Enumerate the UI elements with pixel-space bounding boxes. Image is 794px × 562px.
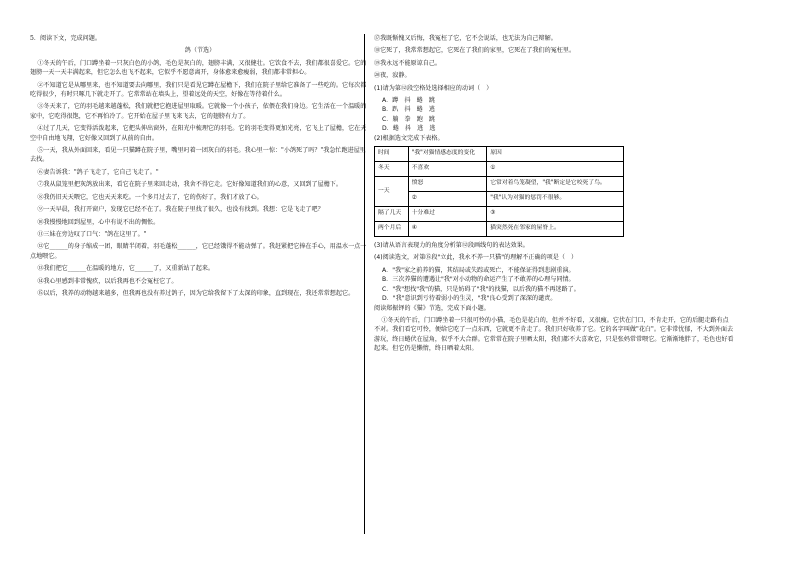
paragraph: ⑦我从鼠笼里把灰鸽放出来，看它在院子里来回走动，我舍不得它走。它好像知道我们的心意，又回到了屋檐下。 <box>37 181 342 189</box>
table-row <box>375 192 624 207</box>
answer-table <box>374 146 624 237</box>
option: D．蜷 抖 逃 逃 <box>382 125 436 133</box>
column-divider <box>364 34 365 534</box>
paragraph: ⑱它死了，我常常想起它，它死在了我们的家里，它死在了我们的冤枉里。 <box>374 47 576 55</box>
table-cell: 隔了几天 <box>375 207 409 222</box>
table-row <box>375 177 624 192</box>
table-row <box>375 162 624 177</box>
table-cell: 十分难过 <box>408 207 487 222</box>
question-3: (3)请从语言表现力的角度分析第⑫段画线句的表达效果。 <box>374 242 529 250</box>
paragraph: ⑬我们把它______在温暖的地方，它______了，又重新站了起来。 <box>37 265 215 273</box>
table-cell: 愤怒 <box>408 177 487 192</box>
paragraph: ③冬天来了，它的羽毛越来越蓬松，我们就把它抱进屋里取暖。它就像一个小孩子，依偎在我们身边。它生活在一个温暖的家中，它吃得很饱，它不再怕冷了。它开始在屋子里飞来飞去，它的翅膀有力了。 <box>30 103 367 120</box>
paragraph: ①冬天的午后，门口蹲坐着一只灰白色的小鸽，毛色是灰白的，翅膀丰满，又很健壮。它饮食不去，我们都很喜爱它。它的翅膀一天一天丰满起来，但它怎么也飞不起来，它似乎不愿意离开，身体愈来愈瘦弱，我们都非常担心。 <box>30 59 367 77</box>
option: C．"我"想找"我"的猫，只是妨碍了"我"的找猫，以后我的猫不再迷路了。 <box>382 285 580 293</box>
table-header-row <box>375 147 624 162</box>
paragraph: ⑲我永远不能原谅自己。 <box>374 59 442 67</box>
option: D．"我"意识到亏待着弱小的生灵，"我"良心受到了深深的谴责。 <box>382 295 557 303</box>
paragraph: ⑳夜，寂静。 <box>374 72 411 80</box>
paragraph: ⑰我既惭愧又后悔，我冤枉了它，它不会说话，也无法为自己辩解。 <box>374 35 557 42</box>
table-header: "我"对猫情感态度的变化 <box>408 147 487 162</box>
paragraph: ⑫它______的身子缩成一团，眼睛半闭着，羽毛蓬松______，它已经饿得不能动弹了。我赶紧把它捧在手心，用温水一点一点地喂它。 <box>30 243 367 260</box>
option: B．三次养猫的遭遇让"我"对小动物的命运产生了不敢养的心理与同情。 <box>382 276 575 284</box>
paragraph: ⑪三妹在旁边叹了口气："鸽在这里了。" <box>37 230 147 238</box>
question-2: (2)根据选文完成下表格。 <box>374 134 444 142</box>
paragraph: ⑥妻告诉我："鸽子飞走了，它自己飞走了。" <box>37 168 159 176</box>
paragraph: ⑩我慢慢地回到屋里，心中有说不出的惆怅。 <box>37 218 160 226</box>
option: A．蹲 抖 蜷 跳 <box>382 97 435 105</box>
paragraph: ⑭我心里感到非常愧疚，以后我再也不会冤枉它了。 <box>37 277 178 285</box>
table-cell: 一天 <box>375 177 409 207</box>
question-5-header: 阅读郑振铎的《猫》节选，完成下面小题。 <box>374 304 490 312</box>
table-cell: ④ <box>408 222 487 237</box>
paragraph: ⑮以后，我养的动物越来越多，但我再也没有养过鸽子，因为它给我留下了太深的印象，直到现在，我还常常想起它。 <box>37 289 355 297</box>
right-column <box>374 34 734 357</box>
table-cell: 猫突然死在邻家的屋脊上。 <box>487 222 624 237</box>
table-cell: ② <box>408 192 487 207</box>
paragraph: ⑧我仍旧天天喂它，它也天天来吃。一个多月过去了，它的伤好了，我们才放了心。 <box>37 193 263 201</box>
paragraph: ④过了几天，它变得活泼起来，它把头伸出窗外，在阳光中梳理它的羽毛。它的羽毛变得更加光亮，它飞上了屋檐，它在天空中自由地飞翔，它好像又回到了从前的自由。 <box>30 125 367 142</box>
table-cell: 它常对着鸟笼凝望，"我"断定是它咬死了鸟。 <box>487 177 624 192</box>
table-cell: ③ <box>487 207 624 222</box>
passage-title: 鸽（节选） <box>184 47 216 55</box>
table-cell: 冬天 <box>375 162 409 177</box>
option: A．"我"家之前养的猫，其结局或失踪或死亡，不能保证得到悲剧重演。 <box>382 266 575 274</box>
question-4: (4)阅读选文，对第⑮段"立此，我永不养一只猫"的理解不正确的项是（ ） <box>374 254 578 262</box>
table-row <box>375 222 624 237</box>
table-cell: 两个月后 <box>375 222 409 237</box>
table-cell: ① <box>487 162 624 177</box>
question-1: (1)请为第⑫段空格处选择相应的动词（ ） <box>374 84 493 92</box>
option: C．躺 拳 跑 跳 <box>382 115 436 123</box>
table-header: 原因 <box>487 147 624 162</box>
paragraph: ②不知道它是从哪里来，也不知道要去向哪里，我们只是看见它蹲在屋檐下，我们在院子里给它准备了一些吃的。它每次都吃得很少，有时只啄几下就走开了。它常常站在墙头上，望着远处的天空，好像在等待着什么。 <box>30 81 367 99</box>
left-column <box>30 34 370 301</box>
table-cell: "我"认为对猫的惩罚不很够。 <box>487 192 624 207</box>
paragraph: ⑤一天，我从外面回来，看见一只猫蹲在院子里，嘴里叼着一团灰白的羽毛。我心里一惊："小鸽死了吗？"我急忙跑进屋里去找。 <box>30 147 366 164</box>
paragraph: ①冬天的午后，门口蹲坐着一只很可怜的小猫，毛色是花白的，但并不好看，又很瘦。它伏在门口，不肯走开，它的后腿走路有点不对。我们看它可怜，便给它吃了一点东西，它就更不肯走了。我们只好收养了它。它的名字叫做"花白"。它非常忧郁，不大到外面去游玩，终日蜷伏在屋角，似乎不大合群。它常常在院子里晒太阳，我们都不大喜欢它，只是张妈常常喂它。它渐渐地胖了，毛色也好看起来。但它仍是懒惰，终日晒着太阳。 <box>374 316 734 353</box>
option: B．趴 抖 蜷 逃 <box>382 106 435 114</box>
question-header: 5．阅读下文，完成问题。 <box>30 35 101 42</box>
table-header: 时间 <box>375 147 409 162</box>
paragraph: ⑨一天早晨，我打开窗户，发现它已经不在了。我在院子里找了很久，也没有找到。我想：它是飞走了吧？ <box>37 206 324 214</box>
table-row <box>375 207 624 222</box>
table-cell: 不喜欢 <box>408 162 487 177</box>
